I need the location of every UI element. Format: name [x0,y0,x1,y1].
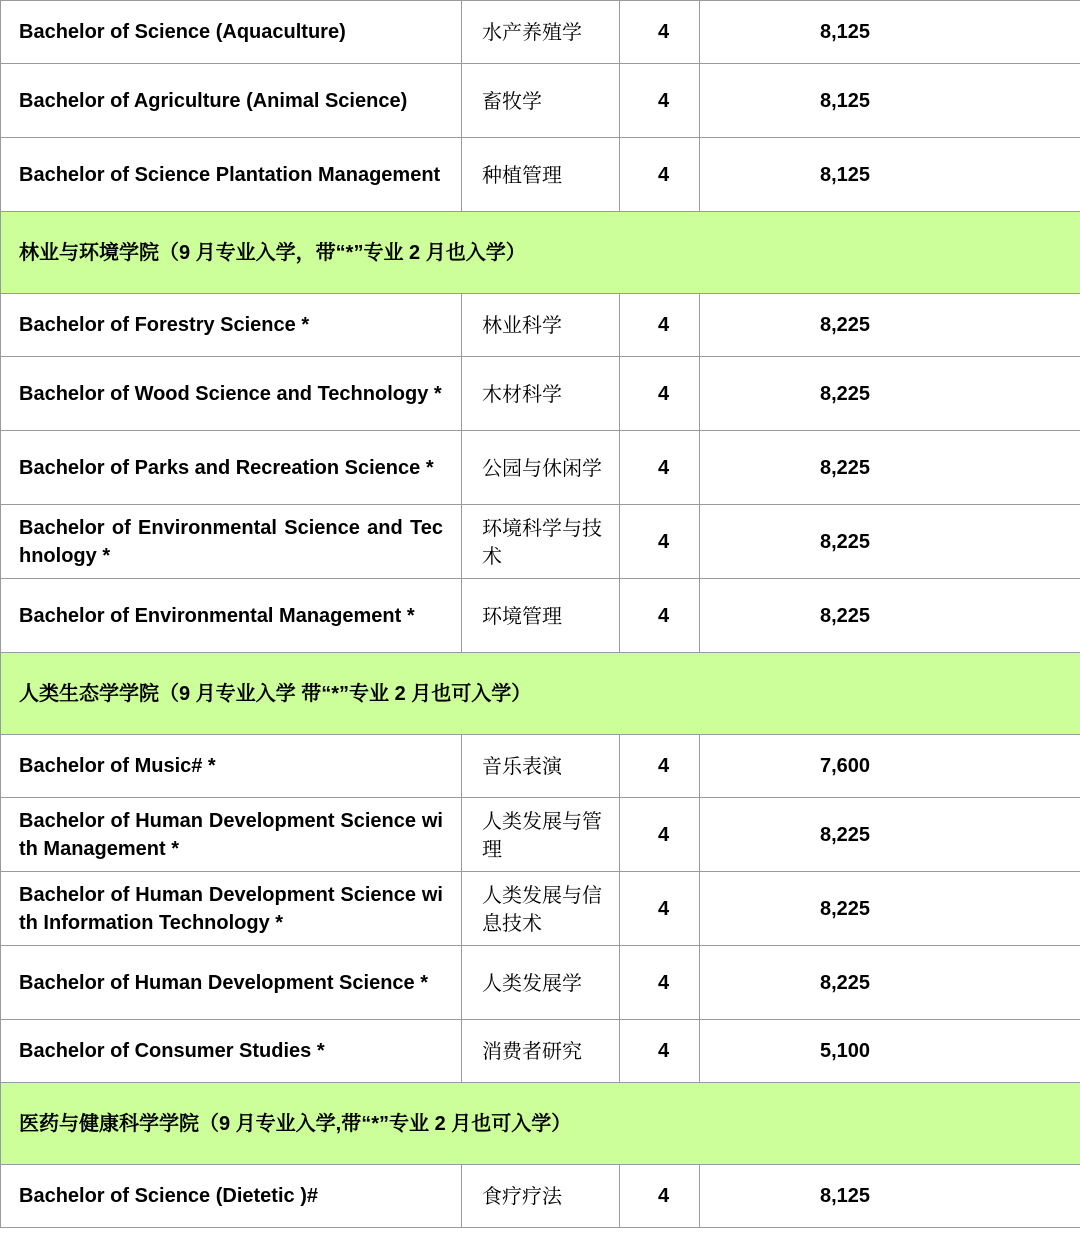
program-name: Bachelor of Parks and Recreation Science * [1,431,462,505]
section-header-row [1,653,1080,735]
program-name-cn: 人类发展与管理 [462,798,620,872]
program-name-cn: 畜牧学 [462,64,620,138]
program-name: Bachelor of Wood Science and Technology * [1,357,462,431]
table-row [1,294,1080,357]
table-row [1,579,1080,653]
program-years: 4 [620,431,700,505]
program-years: 4 [620,1,700,64]
program-name-cn: 环境科学与技术 [462,505,620,579]
table-row [1,1,1080,64]
program-fee: 7,600 [700,735,1080,798]
table-row [1,1165,1080,1228]
program-fee: 8,225 [700,431,1080,505]
program-name: Bachelor of Human Development Science with Management * [1,798,462,872]
program-name: Bachelor of Human Development Science with Information Technology * [1,872,462,946]
table-row [1,946,1080,1020]
program-name-cn: 音乐表演 [462,735,620,798]
program-name: Bachelor of Environmental Science and Technology * [1,505,462,579]
program-name: Bachelor of Science (Aquaculture) [1,1,462,64]
section-title: 人类生态学学院（9 月专业入学 带“*”专业 2 月也可入学） [1,653,1080,735]
table-row [1,798,1080,872]
program-name-cn: 食疗疗法 [462,1165,620,1228]
program-years: 4 [620,64,700,138]
table-row [1,505,1080,579]
program-name: Bachelor of Science Plantation Management [1,138,462,212]
section-header-row [1,1083,1080,1165]
program-name: Bachelor of Forestry Science * [1,294,462,357]
table-row [1,64,1080,138]
program-years: 4 [620,735,700,798]
table-row [1,431,1080,505]
program-years: 4 [620,294,700,357]
program-name-cn: 公园与休闲学 [462,431,620,505]
section-header-row [1,212,1080,294]
program-name: Bachelor of Human Development Science * [1,946,462,1020]
program-fee: 8,125 [700,64,1080,138]
program-name: Bachelor of Consumer Studies * [1,1020,462,1083]
program-fee: 8,125 [700,138,1080,212]
program-name: Bachelor of Science (Dietetic )# [1,1165,462,1228]
program-fee: 8,225 [700,798,1080,872]
program-name-cn: 消费者研究 [462,1020,620,1083]
program-fee: 5,100 [700,1020,1080,1083]
section-title: 医药与健康科学学院（9 月专业入学,带“*”专业 2 月也可入学） [1,1083,1080,1165]
table-row [1,357,1080,431]
program-years: 4 [620,357,700,431]
program-name-cn: 林业科学 [462,294,620,357]
program-years: 4 [620,505,700,579]
program-name: Bachelor of Music# * [1,735,462,798]
program-years: 4 [620,872,700,946]
table-row [1,138,1080,212]
program-fee: 8,225 [700,294,1080,357]
program-name: Bachelor of Agriculture (Animal Science) [1,64,462,138]
program-fee: 8,125 [700,1165,1080,1228]
program-fee: 8,125 [700,1,1080,64]
section-title: 林业与环境学院（9 月专业入学，带“*”专业 2 月也入学） [1,212,1080,294]
table-row [1,872,1080,946]
program-fee: 8,225 [700,505,1080,579]
program-name: Bachelor of Environmental Management * [1,579,462,653]
program-name-cn: 环境管理 [462,579,620,653]
program-years: 4 [620,579,700,653]
table-row [1,1020,1080,1083]
program-name-cn: 种植管理 [462,138,620,212]
program-years: 4 [620,1165,700,1228]
program-fee: 8,225 [700,872,1080,946]
program-years: 4 [620,946,700,1020]
program-name-cn: 人类发展与信息技术 [462,872,620,946]
program-fee: 8,225 [700,357,1080,431]
program-years: 4 [620,1020,700,1083]
program-name-cn: 水产养殖学 [462,1,620,64]
program-years: 4 [620,798,700,872]
program-fee: 8,225 [700,579,1080,653]
program-name-cn: 木材科学 [462,357,620,431]
table-row [1,735,1080,798]
program-name-cn: 人类发展学 [462,946,620,1020]
program-years: 4 [620,138,700,212]
program-fee: 8,225 [700,946,1080,1020]
